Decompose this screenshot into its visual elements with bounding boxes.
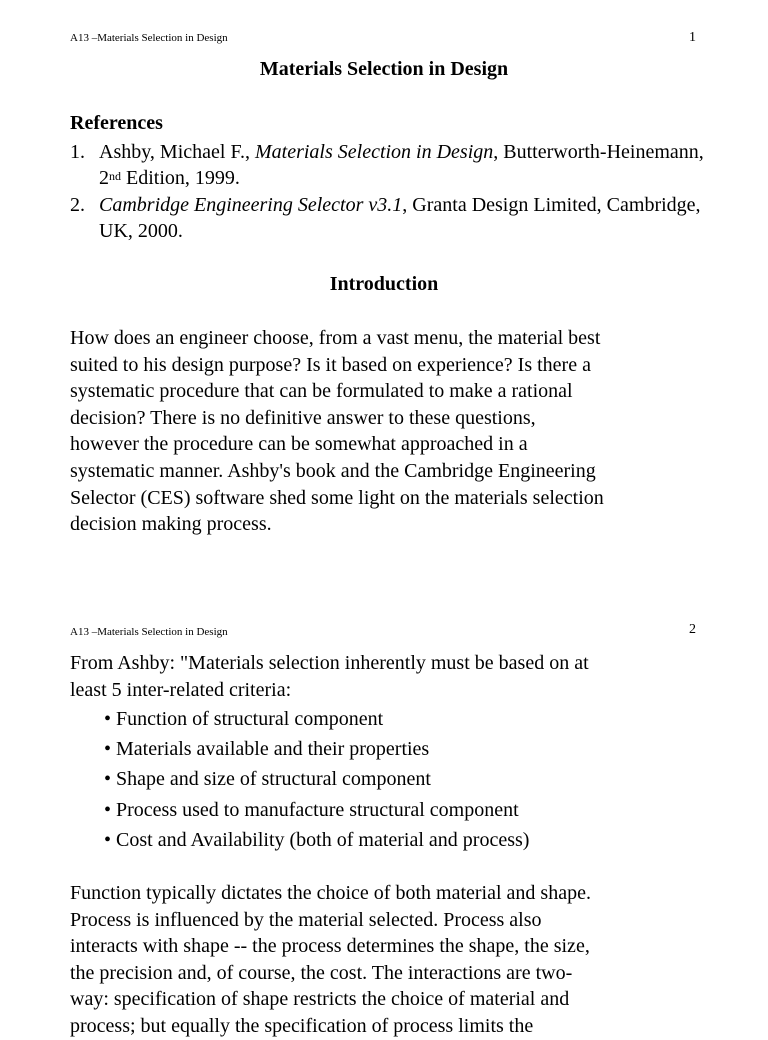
page-2 [0,600,768,1037]
reference-publisher: , Granta Design Limited, Cambridge, UK, 2000. [99,194,701,242]
reference-author: Ashby, Michael F., [99,141,255,163]
page-number: 1 [689,30,696,45]
text-line: process; but equally the specification of process limits the [70,1014,534,1037]
criteria-list [104,704,529,855]
text-line: Selector (CES) software shed some light on the materials selection [70,486,604,509]
text-line: systematic procedure that can be formulated to make a rational [70,380,573,403]
text-line: however the procedure can be somewhat approached in a [70,433,528,456]
text-line: decision making process. [70,513,272,536]
reference-number: 1. [70,141,85,163]
text-line: interacts with shape -- the process determines the shape, the size, [70,935,590,958]
reference-publisher: , Butterworth-Heinemann, 2 [99,141,704,189]
reference-item [70,139,710,191]
list-item: • Function of structural component [104,704,529,734]
list-item: • Cost and Availability (both of material and process) [104,825,529,855]
reference-edition: Edition, 1999. [121,167,240,189]
text-line: suited to his design purpose? Is it based on experience? Is there a [70,353,591,376]
reference-number: 2. [70,194,85,216]
text-line: least 5 inter-related criteria: [70,678,292,701]
reference-item [70,192,710,244]
lead-paragraph [70,650,710,703]
page-number: 2 [689,622,696,637]
running-header: A13 –Materials Selection in Design [70,32,228,44]
introduction-paragraph [70,325,710,538]
text-line: way: specification of shape restricts the choice of material and [70,988,570,1011]
text-line: systematic manner. Ashby's book and the Cambridge Engineering [70,459,596,482]
running-header: A13 –Materials Selection in Design [70,626,228,638]
list-item: • Process used to manufacture structural component [104,795,529,825]
list-item: • Materials available and their properties [104,734,529,764]
reference-title: Materials Selection in Design [254,141,494,163]
reference-title: Cambridge Engineering Selector v3.1 [99,194,403,216]
superscript: nd [109,169,121,183]
text-line: Function typically dictates the choice of both material and shape. [70,882,591,904]
introduction-heading: Introduction [329,273,439,295]
text-line: How does an engineer choose, from a vast menu, the material best [70,327,601,349]
document-title: Materials Selection in Design [259,58,509,80]
list-item: • Shape and size of structural component [104,764,529,794]
body-paragraph [70,880,710,1040]
text-line: From Ashby: "Materials selection inherently must be based on at [70,652,589,674]
text-line: Process is influenced by the material selected. Process also [70,908,542,931]
references-heading: References [70,112,163,134]
text-line: the precision and, of course, the cost. The interactions are two- [70,961,573,984]
text-line: decision? There is no definitive answer to these questions, [70,406,536,429]
